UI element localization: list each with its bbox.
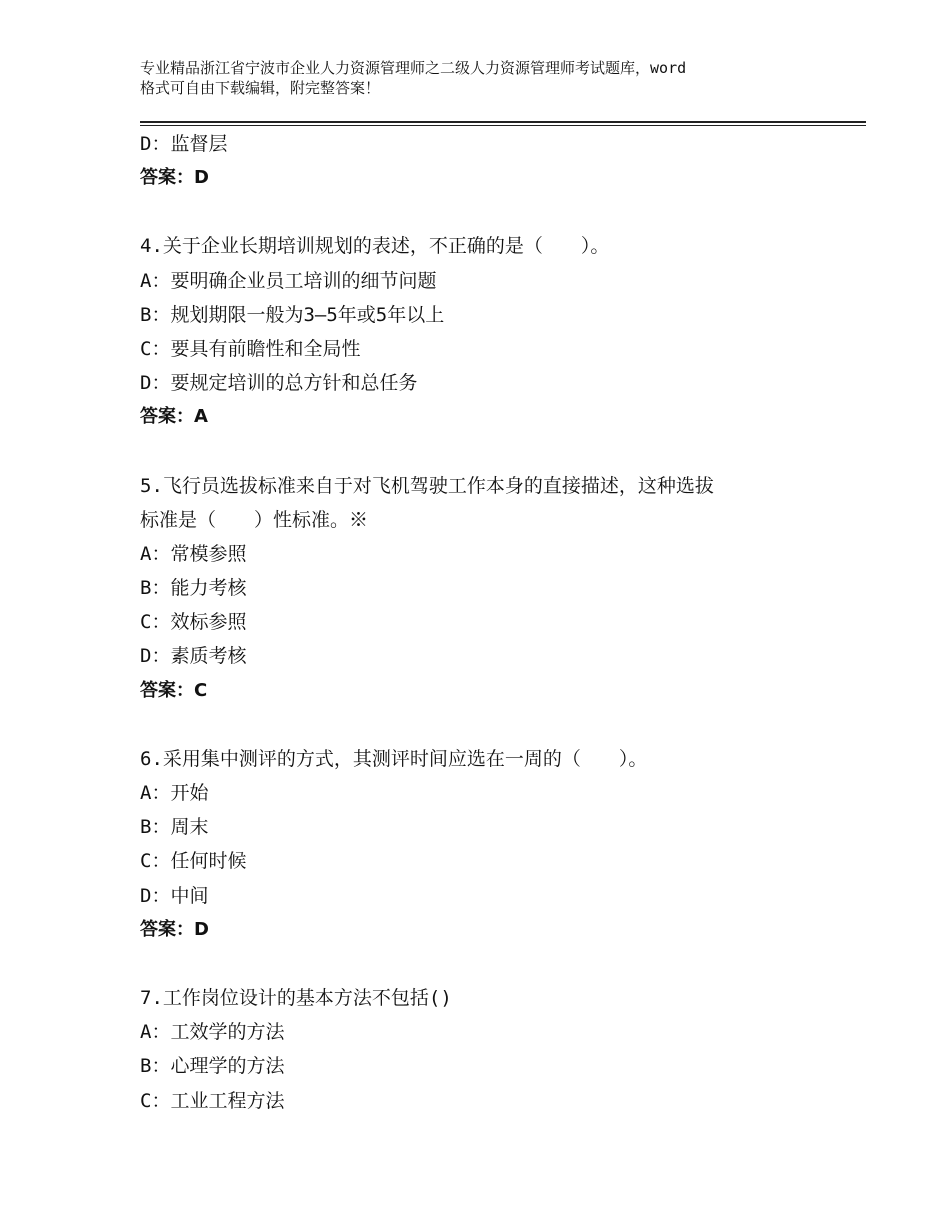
option-d: D：要规定培训的总方针和总任务 [140, 372, 418, 395]
option-b: B：心理学的方法 [140, 1055, 285, 1078]
option-a: A：常模参照 [140, 542, 247, 565]
header-title-line-2: 格式可自由下载编辑，附完整答案！ [140, 79, 381, 97]
option-d: D：监督层 [140, 133, 228, 155]
answer-line: 答案：D [140, 918, 209, 940]
question-block [140, 981, 840, 1118]
question-block [140, 229, 840, 434]
question-block [140, 469, 840, 708]
option-a: A：工效学的方法 [140, 1021, 285, 1044]
header-rule-thin [140, 125, 866, 126]
spacer [140, 435, 840, 469]
question-content [140, 127, 840, 1118]
option-c: C：要具有前瞻性和全局性 [140, 337, 361, 360]
answer-line: 答案：A [140, 406, 208, 428]
question-stem: 7.工作岗位设计的基本方法不包括() [140, 986, 452, 1009]
document-header [140, 58, 840, 98]
question-block [140, 742, 840, 947]
header-title-line-1: 专业精品浙江省宁波市企业人力资源管理师之二级人力资源管理师考试题库，word [140, 59, 687, 77]
option-a: A：要明确企业员工培训的细节问题 [140, 269, 437, 292]
question-stem: 6.采用集中测评的方式，其测评时间应选在一周的（ ）。 [140, 747, 648, 770]
spacer [140, 195, 840, 229]
answer-line: 答案：D [140, 167, 209, 189]
option-c: C：任何时候 [140, 850, 247, 873]
option-a: A：开始 [140, 782, 209, 804]
option-d: D：中间 [140, 884, 209, 907]
question-stem: 5.飞行员选拔标准来自于对飞机驾驶工作本身的直接描述，这种选拔 [140, 474, 714, 497]
spacer [140, 947, 840, 981]
option-d: D：素质考核 [140, 645, 247, 668]
answer-line: 答案：C [140, 679, 208, 701]
option-c: C：工业工程方法 [140, 1089, 285, 1112]
question-stem-continued: 标准是（ ）性标准。※ [140, 508, 369, 531]
option-c: C：效标参照 [140, 611, 247, 634]
header-rule-thick [140, 121, 866, 123]
option-b: B：规划期限一般为3—5年或5年以上 [140, 303, 445, 326]
question-stem: 4.关于企业长期培训规划的表述，不正确的是（ ）。 [140, 235, 610, 258]
option-b: B：周末 [140, 816, 209, 839]
spacer [140, 708, 840, 742]
option-b: B：能力考核 [140, 577, 247, 600]
